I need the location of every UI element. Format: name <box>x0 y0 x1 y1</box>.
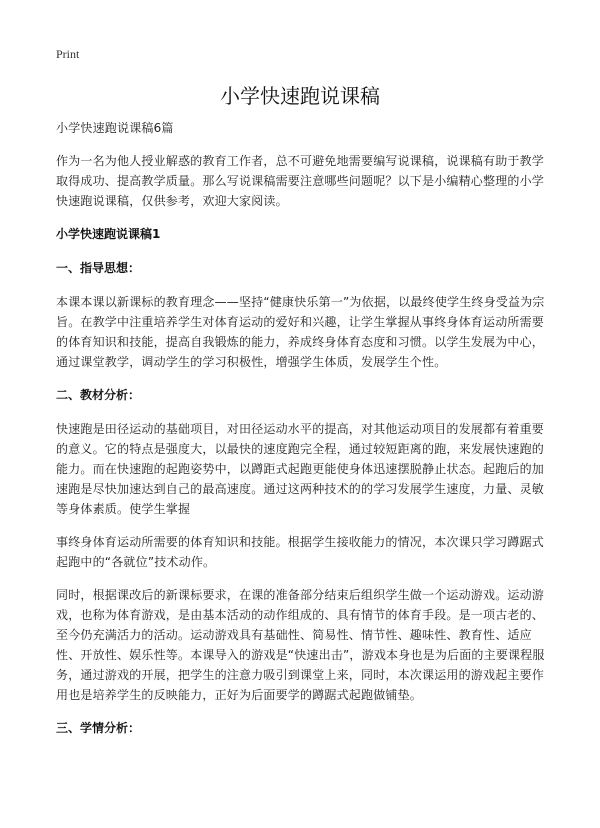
article-content <box>56 118 556 752</box>
print-link[interactable]: Print <box>56 47 80 61</box>
section-paragraph: 同时，根据课改后的新课标要求，在课的准备部分结束后组织学生做一个运动游戏。运动游戏，也称为体育游戏，是由基本活动的动作组成的、具有情节的体育手段。是一项古老的、至今仍充满活力的活动。运动游戏具有基础性、简易性、情节性、趣味性、教育性、适应性、开放性、娱乐性等。本课导入的游戏是“快速出击”，游戏本身也是为后面的主要课程服务，通过游戏的开展，把学生的注意力吸引到课堂上来，同时，本次课运用的游戏起主要作用也是培养学生的反映能力，正好为后面要学的蹲踞式起跑做铺垫。 <box>56 588 545 702</box>
page-title: 小学快速跑说课稿 <box>220 84 380 108</box>
section-paragraph: 快速跑是田径运动的基础项目，对田径运动水平的提高，对其他运动项目的发展都有着重要的意义。它的特点是强度大，以最快的速度跑完全程，通过较短距离的跑，来发展快速跑的能力。而在快速跑的起跑姿势中，以蹲距式起跑更能使身体迅速摆脱静止状态。起跑后的加速跑是尽快加速达到自己的最高速度。通过这两种技术的的学习发展学生速度，力量、灵敏等身体素质。使学生掌握 <box>56 422 545 516</box>
section-paragraph: 事终身体育运动所需要的体育知识和技能。根据学生接收能力的情况，本次课只学习蹲踞式起跑中的“各就位”技术动作。 <box>56 535 545 569</box>
section-heading-material-analysis: 二、教材分析： <box>56 388 141 402</box>
article-heading: 小学快速跑说课稿1 <box>56 227 161 241</box>
section-heading-guiding-ideology: 一、指导思想： <box>56 261 141 275</box>
intro-paragraph: 作为一名为他人授业解惑的教育工作者，总不可避免地需要编写说课稿，说课稿有助于教学取得成功、提高教学质量。那么写说课稿需要注意哪些问题呢？以下是小编精心整理的小学快速跑说课稿，仅供参考，欢迎大家阅读。 <box>56 154 545 208</box>
section-paragraph: 本课本课以新课标的教育理念——坚持“健康快乐第一”为依据，以最终使学生终身受益为宗旨。在教学中注重培养学生对体育运动的爱好和兴趣，让学生掌握从事终身体育运动所需要的体育知识和技能，提高自我锻炼的能力，养成终身体育态度和习惯。以学生发展为中心，通过课堂教学，调动学生的学习积极性，增强学生体质，发展学生个性。 <box>56 295 545 369</box>
article-subtitle: 小学快速跑说课稿6篇 <box>56 121 174 135</box>
section-heading-student-analysis: 三、学情分析： <box>56 721 141 735</box>
